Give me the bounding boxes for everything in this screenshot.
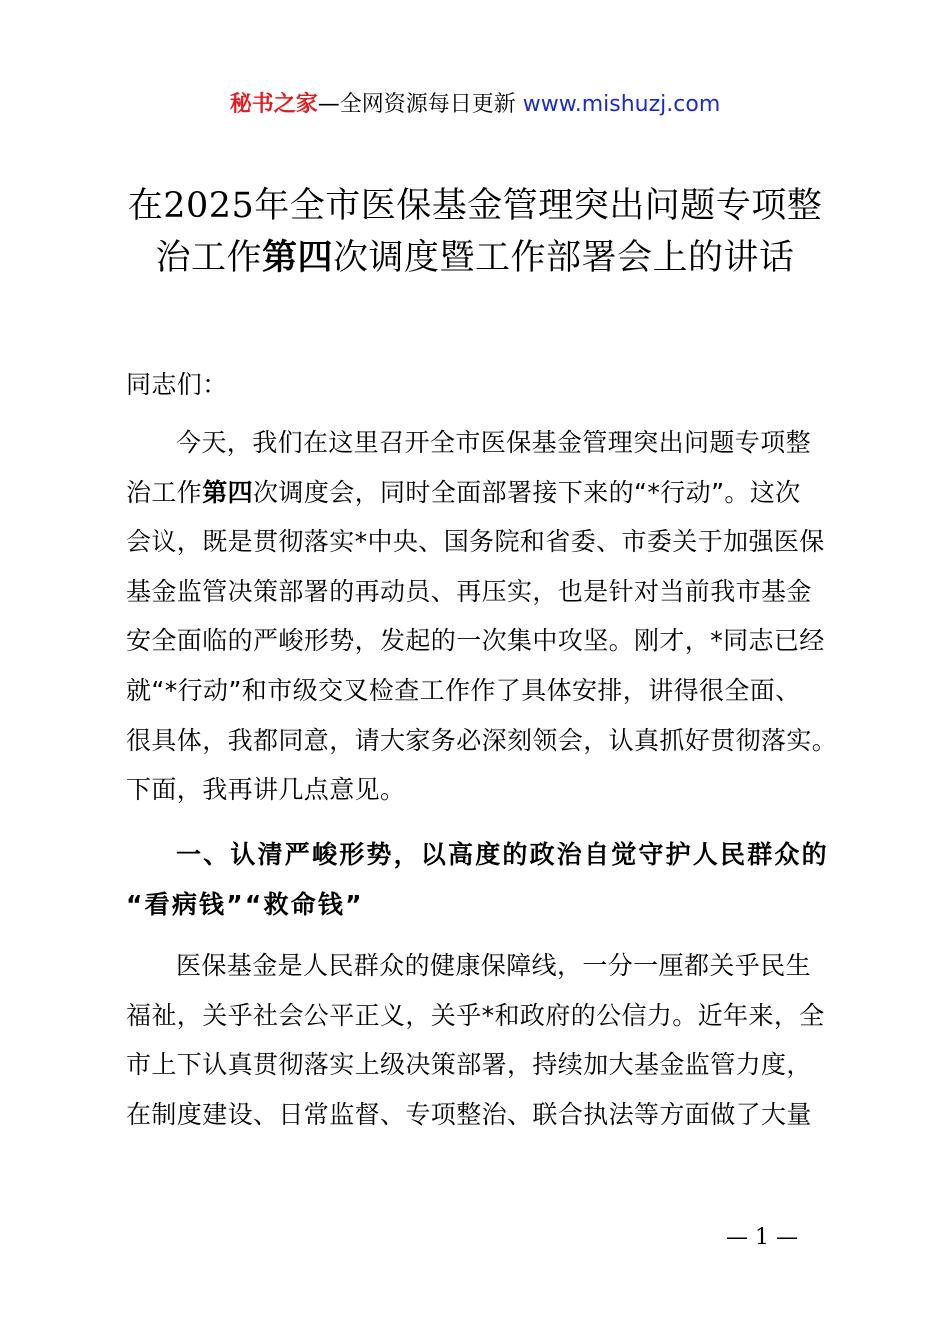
paragraph-line: 在制度建设、日常监督、专项整治、联合执法等方面做了大量: [126, 1099, 812, 1129]
salutation-text: 同志们：: [126, 370, 228, 399]
paragraph-line: 很具体，我都同意，请大家务必深刻领会，认真抓好贯彻落实。: [126, 725, 838, 755]
page-number: — 1 —: [726, 1225, 798, 1250]
paragraph-line: 医保基金是人民群众的健康保障线，一分一厘都关乎民生: [176, 951, 812, 980]
paragraph-line: 会议，既是贯彻落实*中央、国务院和省委、市委关于加强医保: [126, 527, 825, 557]
salutation: [126, 360, 836, 410]
title-line-2: [0, 232, 950, 284]
paragraph-line: 福祉，关乎社会公平正义，关乎*和政府的公信力。近年来，全: [126, 1000, 825, 1030]
paragraph-line: 安全面临的严峻形势，发起的一次集中攻坚。刚才，*同志已经: [126, 626, 825, 656]
site-url-link[interactable]: www.mishuzj.com: [522, 92, 721, 117]
section-1-paragraph: [126, 941, 836, 1139]
site-tagline: —全网资源每日更新: [317, 92, 523, 117]
paragraph-line-suffix: 次调度会，同时全面部署接下来的“*行动”。这次: [253, 477, 801, 507]
paragraph-line: 就“*行动”和市级交叉检查工作作了具体安排，讲得很全面、: [126, 675, 801, 705]
paragraph-line-bold: 第四: [202, 477, 254, 507]
title-line-2-prefix: 治工作: [155, 238, 262, 278]
site-brand[interactable]: 秘书之家: [229, 92, 318, 117]
section-heading-1: [126, 830, 836, 929]
section-heading-line: “看病钱”“救命钱”: [126, 889, 364, 919]
paragraph-line: [126, 468, 836, 518]
document-title: [0, 180, 950, 284]
title-line-2-bold: 第四: [261, 238, 333, 278]
paragraph-line: 市上下认真贯彻落实上级决策部署，持续加大基金监管力度，: [126, 1050, 812, 1080]
opening-paragraph: [126, 418, 836, 815]
paragraph-line-prefix: 治工作: [126, 477, 203, 507]
paragraph-line: 基金监管决策部署的再动员、再压实，也是针对当前我市基金: [126, 576, 812, 606]
title-line-1: 在2025年全市医保基金管理突出问题专项整: [127, 186, 823, 226]
paragraph-line: 下面，我再讲几点意见。: [126, 775, 406, 805]
site-header: [0, 88, 950, 122]
title-line-2-suffix: 次调度暨工作部署会上的讲话: [333, 238, 795, 278]
paragraph-line: 今天，我们在这里召开全市医保基金管理突出问题专项整: [176, 428, 812, 457]
section-heading-line: 一、认清严峻形势，以高度的政治自觉守护人民群众的: [176, 840, 829, 869]
